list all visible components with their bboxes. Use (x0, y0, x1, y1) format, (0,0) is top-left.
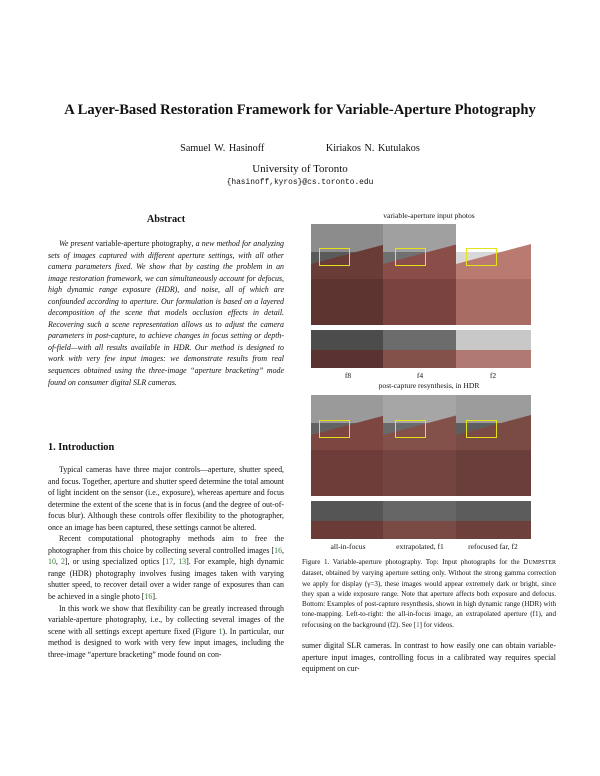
abstract-lead: We present (59, 239, 94, 248)
affiliation: University of Toronto (252, 163, 348, 175)
figure-sublabel: f8 (344, 371, 352, 380)
figure-sublabel: extrapolated, f1 (396, 542, 444, 551)
input-crop-f2 (456, 330, 531, 368)
abstract-body (48, 238, 284, 388)
citation-link[interactable]: 17 (165, 557, 174, 567)
resynth-refocused-far-f2 (456, 395, 531, 496)
figure-sublabel: all-in-focus (330, 542, 366, 551)
right-column-body: sumer digital SLR cameras. In contrast to how easily one can obtain variable-aperture input images, controlling focus in a calibrated way requires special equipment on cur- (302, 641, 556, 674)
input-photo-f8 (311, 224, 386, 325)
input-photo-f4 (383, 224, 458, 325)
author-email: {hasinoff,kyros}@cs.toronto.edu (226, 178, 374, 187)
zoom-region-marker (466, 420, 497, 438)
input-photo-f2 (456, 224, 531, 325)
input-crop-f4 (383, 330, 458, 368)
zoom-region-marker (395, 420, 426, 438)
citation-link[interactable]: 13 (178, 557, 187, 567)
resynth-crop (383, 501, 458, 539)
intro-paragraph-3: In this work we show that flexibility can be greatly increased through variable-aperture photography, i.e., by collecting several images of the scene with all settings except aperture fixed (Figure 1). In particular, our method is designed to work with very few input images, including the three-image “aperture bracketing” mode found on con- (48, 603, 284, 659)
abstract-heading: Abstract (146, 214, 186, 225)
author-name: Samuel W. Hasinoff (180, 143, 265, 154)
author-list (0, 143, 600, 154)
figure-link[interactable]: 1 (218, 626, 223, 636)
intro-paragraph-1: Typical cameras have three major controls—aperture, shutter speed, and focus. Together, aperture and shutter speed determine the total amount of light incident on the sensor (i.e., exposure), whereas aperture and focus determine the extent of the scene that is in focus (and the degree of out-of-focus blur). Although these controls offer flexibility to the photographer, once an image has been captured, these settings cannot be altered. (48, 465, 284, 532)
author-name: Kiriakos N. Kutulakos (325, 143, 420, 154)
introduction-body (48, 464, 284, 660)
paper-title: A Layer-Based Restoration Framework for Variable-Aperture Photography (64, 102, 536, 118)
zoom-region-marker (319, 248, 350, 266)
resynth-extrapolated-f1 (383, 395, 458, 496)
citation-link[interactable]: 10 (48, 557, 56, 567)
abstract-rest: , a new method for analyzing sets of images captured with different aperture settings, with all other camera parameters fixed. We show that by casting the problem in an image restoration framework, we can simultaneously account for defocus, high dynamic range exposure (HDR), and noise, all of which are confounded according to aperture. Our formulation is based on a layered decomposition of the scene that models occlusion effects in detail. Recovering such a scene representation allows us to adjust the camera parameters in post-capture, to achieve changes in focus setting or depth-of-field—with all results available in HDR. Our method is designed to work with very few input images: we demonstrate results from real sequences obtained using the three-image “aperture bracketing” mode found on consumer digital SLR cameras. (48, 239, 284, 387)
citation-link[interactable]: 1 (416, 620, 420, 629)
figure-sublabel: f4 (416, 371, 424, 380)
zoom-region-marker (319, 420, 350, 438)
resynth-crop (456, 501, 531, 539)
figure-sublabel: f2 (489, 371, 497, 380)
resynth-crop (311, 501, 386, 539)
zoom-region-marker (395, 248, 426, 266)
intro-paragraph-2: Recent computational photography methods aim to free the photographer from this choice by collecting several controlled images [16, 10, 2], or using specialized optics [17, 13]. For example, high dynamic range (HDR) photography involves fusing images taken with varying shutter speed, to recover detail over a wider range of exposures than can be achieved in a single photo [16]. (48, 534, 284, 602)
figure-top-label: variable-aperture input photos (383, 211, 475, 220)
abstract-term: variable-aperture photography (95, 239, 192, 248)
citation-link[interactable]: 2 (60, 557, 65, 567)
section-heading: 1. Introduction (48, 442, 115, 453)
input-crop-f8 (311, 330, 386, 368)
figure-bottom-label: post-capture resynthesis, in HDR (378, 381, 480, 390)
resynth-all-in-focus (311, 395, 386, 496)
figure-sublabel: refocused far, f2 (468, 542, 518, 551)
citation-link[interactable]: 16 (144, 592, 153, 602)
zoom-region-marker (466, 248, 497, 266)
figure-caption: Figure 1. Variable-aperture photography. Top: Input photographs for the DUMPSTER dataset, obtained by varying aperture setting only. Without the strong gamma correction we apply for display (γ=3), these images would appear extremely dark or bright, since they span a wide exposure range. Note that aperture affects both exposure and defocus. Bottom: Examples of post-capture resynthesis, shown in high dynamic range (HDR) with tone-mapping. Left-to-right: the all-in-focus image, an extrapolated aperture (f1), and refocusing on the background (f2). See [1] for videos. (302, 558, 556, 629)
citation-link[interactable]: 16 (274, 545, 283, 555)
